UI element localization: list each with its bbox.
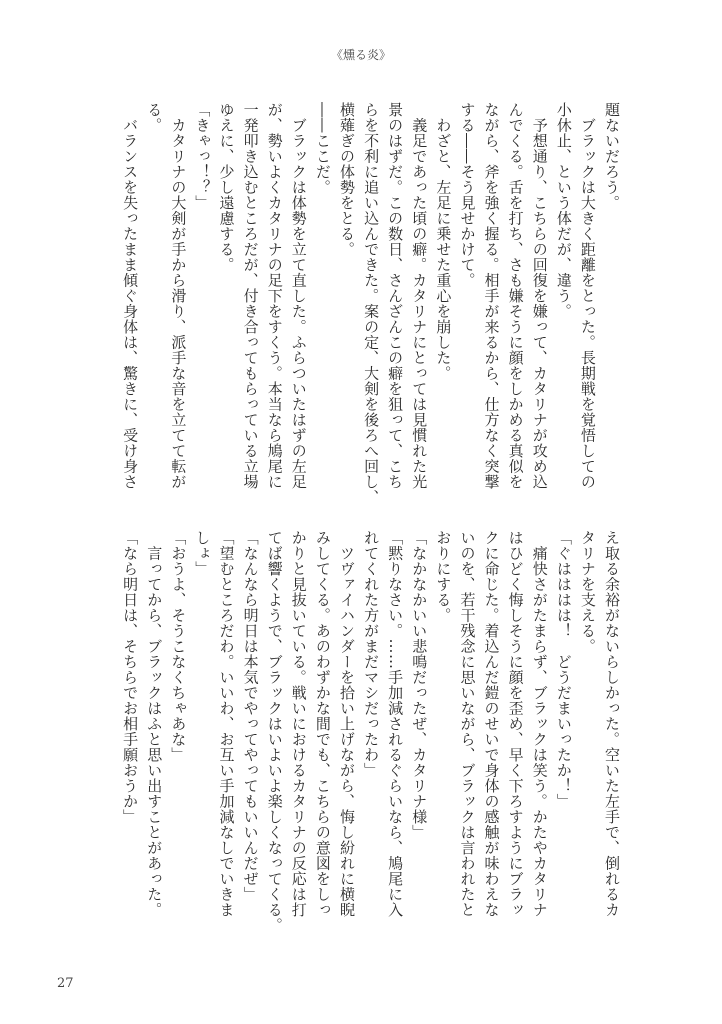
- text-column: 横薙ぎの体勢をとる。: [337, 102, 356, 257]
- text-column: ながら、斧を強く握る。相手が来るから、仕方なく突撃: [482, 102, 501, 490]
- text-column: みしてくる。あのわずかな間でも、こちらの意図をしっ: [313, 530, 332, 918]
- text-column: おりにする。: [434, 530, 453, 623]
- text-column: クに命じた。着込んだ鎧のせいで身体の感触が味わえな: [482, 530, 501, 918]
- text-column: 「おうよ、そうこなくちゃあな」: [169, 530, 188, 763]
- text-column: カタリナの大剣が手から滑り、派手な音を立てて転が: [169, 102, 188, 490]
- text-column: 「黙りなさい。……手加減されるぐらいなら、鳩尾に入: [386, 530, 405, 918]
- text-column: 「なんなら明日は本気でやってやってもいいんだぜ」: [241, 530, 260, 902]
- text-column: 景のはずだ。この数日、さんざんこの癖を狙って、こち: [386, 102, 405, 490]
- text-column: 言ってから、ブラックはふと思い出すことがあった。: [145, 530, 164, 918]
- text-column: ブラックは体勢を立て直した。ふらついたはずの左足: [289, 102, 308, 490]
- text-column: んでくる。舌を打ち、さも嫌そうに顔をしかめる真似を: [506, 102, 525, 490]
- text-column: はひどく悔しそうに顔を歪め、早く下ろすようにブラッ: [506, 530, 525, 918]
- text-column: ――ここだ。: [313, 102, 332, 195]
- text-column: れてくれた方がまだマシだったわ」: [362, 530, 381, 778]
- text-block-lower: [114, 530, 624, 933]
- text-column: 小休止、という体だが、違う。: [554, 102, 573, 319]
- text-column: しょ」: [193, 530, 212, 577]
- text-column: ブラックは大きく距離をとった。長期戦を覚悟しての: [578, 102, 597, 490]
- page-number: 27: [57, 976, 74, 991]
- text-column: 「きゃっ！？」: [193, 102, 212, 211]
- text-column: え取る余裕がないらしかった。空いた左手で、倒れるカ: [603, 530, 621, 918]
- text-column: 題ないだろう。: [603, 102, 621, 211]
- text-column: わざと、左足に乗せた重心を崩した。: [434, 102, 453, 381]
- text-column: 義足であった頃の癖。カタリナにとっては見慣れた光: [410, 102, 429, 490]
- text-column: が、勢いよくカタリナの足下をすくう。本当なら鳩尾に: [265, 102, 284, 490]
- running-head-title: 《燻る炎》: [330, 48, 391, 62]
- text-column: てば響くようで、ブラックはいよいよ楽しくなってくる。: [265, 530, 284, 933]
- text-block-upper: [114, 102, 624, 505]
- text-column: バランスを失ったまま傾ぐ身体は、驚きに、受け身さ: [121, 102, 140, 490]
- text-column: いのを、若干残念に思いながら、ブラックは言われたと: [458, 530, 477, 918]
- text-column: らを不利に追い込んできた。案の定、大剣を後ろへ回し、: [362, 102, 381, 505]
- text-column: する――そう見せかけて。: [458, 102, 477, 288]
- text-column: タリナを支える。: [578, 530, 597, 654]
- text-column: 「なかなかいい悲鳴だったぜ、カタリナ様」: [410, 530, 429, 840]
- text-column: 予想通り、こちらの回復を嫌って、カタリナが攻め込: [530, 102, 549, 490]
- text-column: 「望むところだわ。いいわ、お互い手加減なしでいきま: [217, 530, 236, 918]
- text-column: 一発叩き込むところだが、付き合ってもらっている立場: [241, 102, 260, 490]
- text-column: ツヴァイハンダーを拾い上げながら、悔し紛れに横睨: [337, 530, 356, 918]
- text-column: る。: [145, 102, 164, 133]
- text-column: ゆえに、少し遠慮する。: [217, 102, 236, 273]
- text-column: かりと見抜いている。戦いにおけるカタリナの反応は打: [289, 530, 308, 918]
- text-column: 痛快さがたまらず、ブラックは笑う。かたやカタリナ: [530, 530, 549, 918]
- text-column: 「なら明日は、そちらでお相手願おうか」: [121, 530, 140, 825]
- text-column: 「ぐはははは！ どうだまいったか！」: [554, 530, 573, 809]
